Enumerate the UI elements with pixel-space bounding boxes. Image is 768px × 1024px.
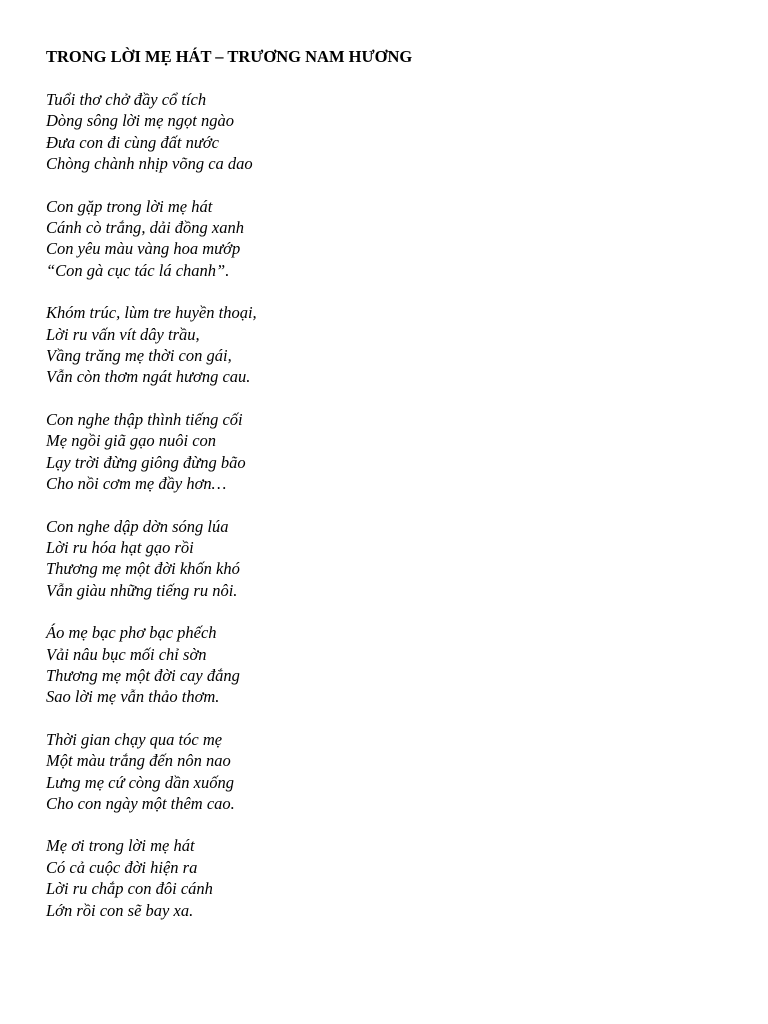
poem-line: Chòng chành nhịp võng ca dao xyxy=(46,154,253,174)
stanza-5 xyxy=(46,516,726,602)
poem-line: Con nghe dập dờn sóng lúa xyxy=(46,516,229,536)
poem-line: Lưng mẹ cứ còng dần xuống xyxy=(46,772,235,792)
stanza-8 xyxy=(46,835,726,921)
poem-line: Lời ru hóa hạt gạo rồi xyxy=(46,537,194,557)
poem-line: Lời ru vấn vít dây trầu, xyxy=(46,324,200,344)
poem-line: Áo mẹ bạc phơ bạc phếch xyxy=(46,623,217,643)
poem-line: Lời ru chắp con đôi cánh xyxy=(46,879,213,899)
poem-line: “Con gà cục tác lá chanh”. xyxy=(46,260,230,280)
poem-line: Dòng sông lời mẹ ngọt ngào xyxy=(46,111,235,131)
poem-line: Mẹ ơi trong lời mẹ hát xyxy=(46,836,195,856)
poem-line: Đưa con đi cùng đất nước xyxy=(46,132,219,152)
poem-line: Vầng trăng mẹ thời con gái, xyxy=(46,346,232,366)
stanza-7 xyxy=(46,729,726,815)
poem-line: Vải nâu bục mối chỉ sờn xyxy=(46,644,207,664)
stanza-6 xyxy=(46,622,726,708)
poem-line: Mẹ ngồi giã gạo nuôi con xyxy=(46,431,217,451)
poem-line: Cánh cò trắng, dải đồng xanh xyxy=(46,218,244,238)
poem-line: Con yêu màu vàng hoa mướp xyxy=(46,239,241,259)
poem-line: Một màu trắng đến nôn nao xyxy=(46,751,231,771)
poem-line: Cho con ngày một thêm cao. xyxy=(46,793,235,813)
document-page xyxy=(46,46,726,942)
stanza-4 xyxy=(46,409,726,495)
poem-line: Thương mẹ một đời khốn khó xyxy=(46,559,240,579)
poem-line: Con gặp trong lời mẹ hát xyxy=(46,196,213,216)
poem-line: Tuổi thơ chở đầy cổ tích xyxy=(46,90,207,109)
poem-title: TRONG LỜI MẸ HÁT – TRƯƠNG NAM HƯƠNG xyxy=(46,47,413,66)
poem-line: Lạy trời đừng giông đừng bão xyxy=(46,452,246,472)
stanza-1 xyxy=(46,89,726,175)
poem-line: Sao lời mẹ vẫn thảo thơm. xyxy=(46,687,220,707)
poem-line: Thời gian chạy qua tóc mẹ xyxy=(46,729,223,749)
poem-line: Lớn rồi con sẽ bay xa. xyxy=(46,900,194,920)
poem-line: Khóm trúc, lùm tre huyền thoại, xyxy=(46,303,257,323)
poem-line: Vẫn còn thơm ngát hương cau. xyxy=(46,367,251,387)
stanza-3 xyxy=(46,302,726,388)
poem-line: Con nghe thập thình tiếng cối xyxy=(46,409,243,429)
poem-line: Thương mẹ một đời cay đắng xyxy=(46,665,240,685)
poem-line: Có cả cuộc đời hiện ra xyxy=(46,857,198,877)
poem-line: Vẫn giàu những tiếng ru nôi. xyxy=(46,580,238,600)
poem-line: Cho nồi cơm mẹ đầy hơn… xyxy=(46,474,227,494)
stanza-2 xyxy=(46,196,726,282)
